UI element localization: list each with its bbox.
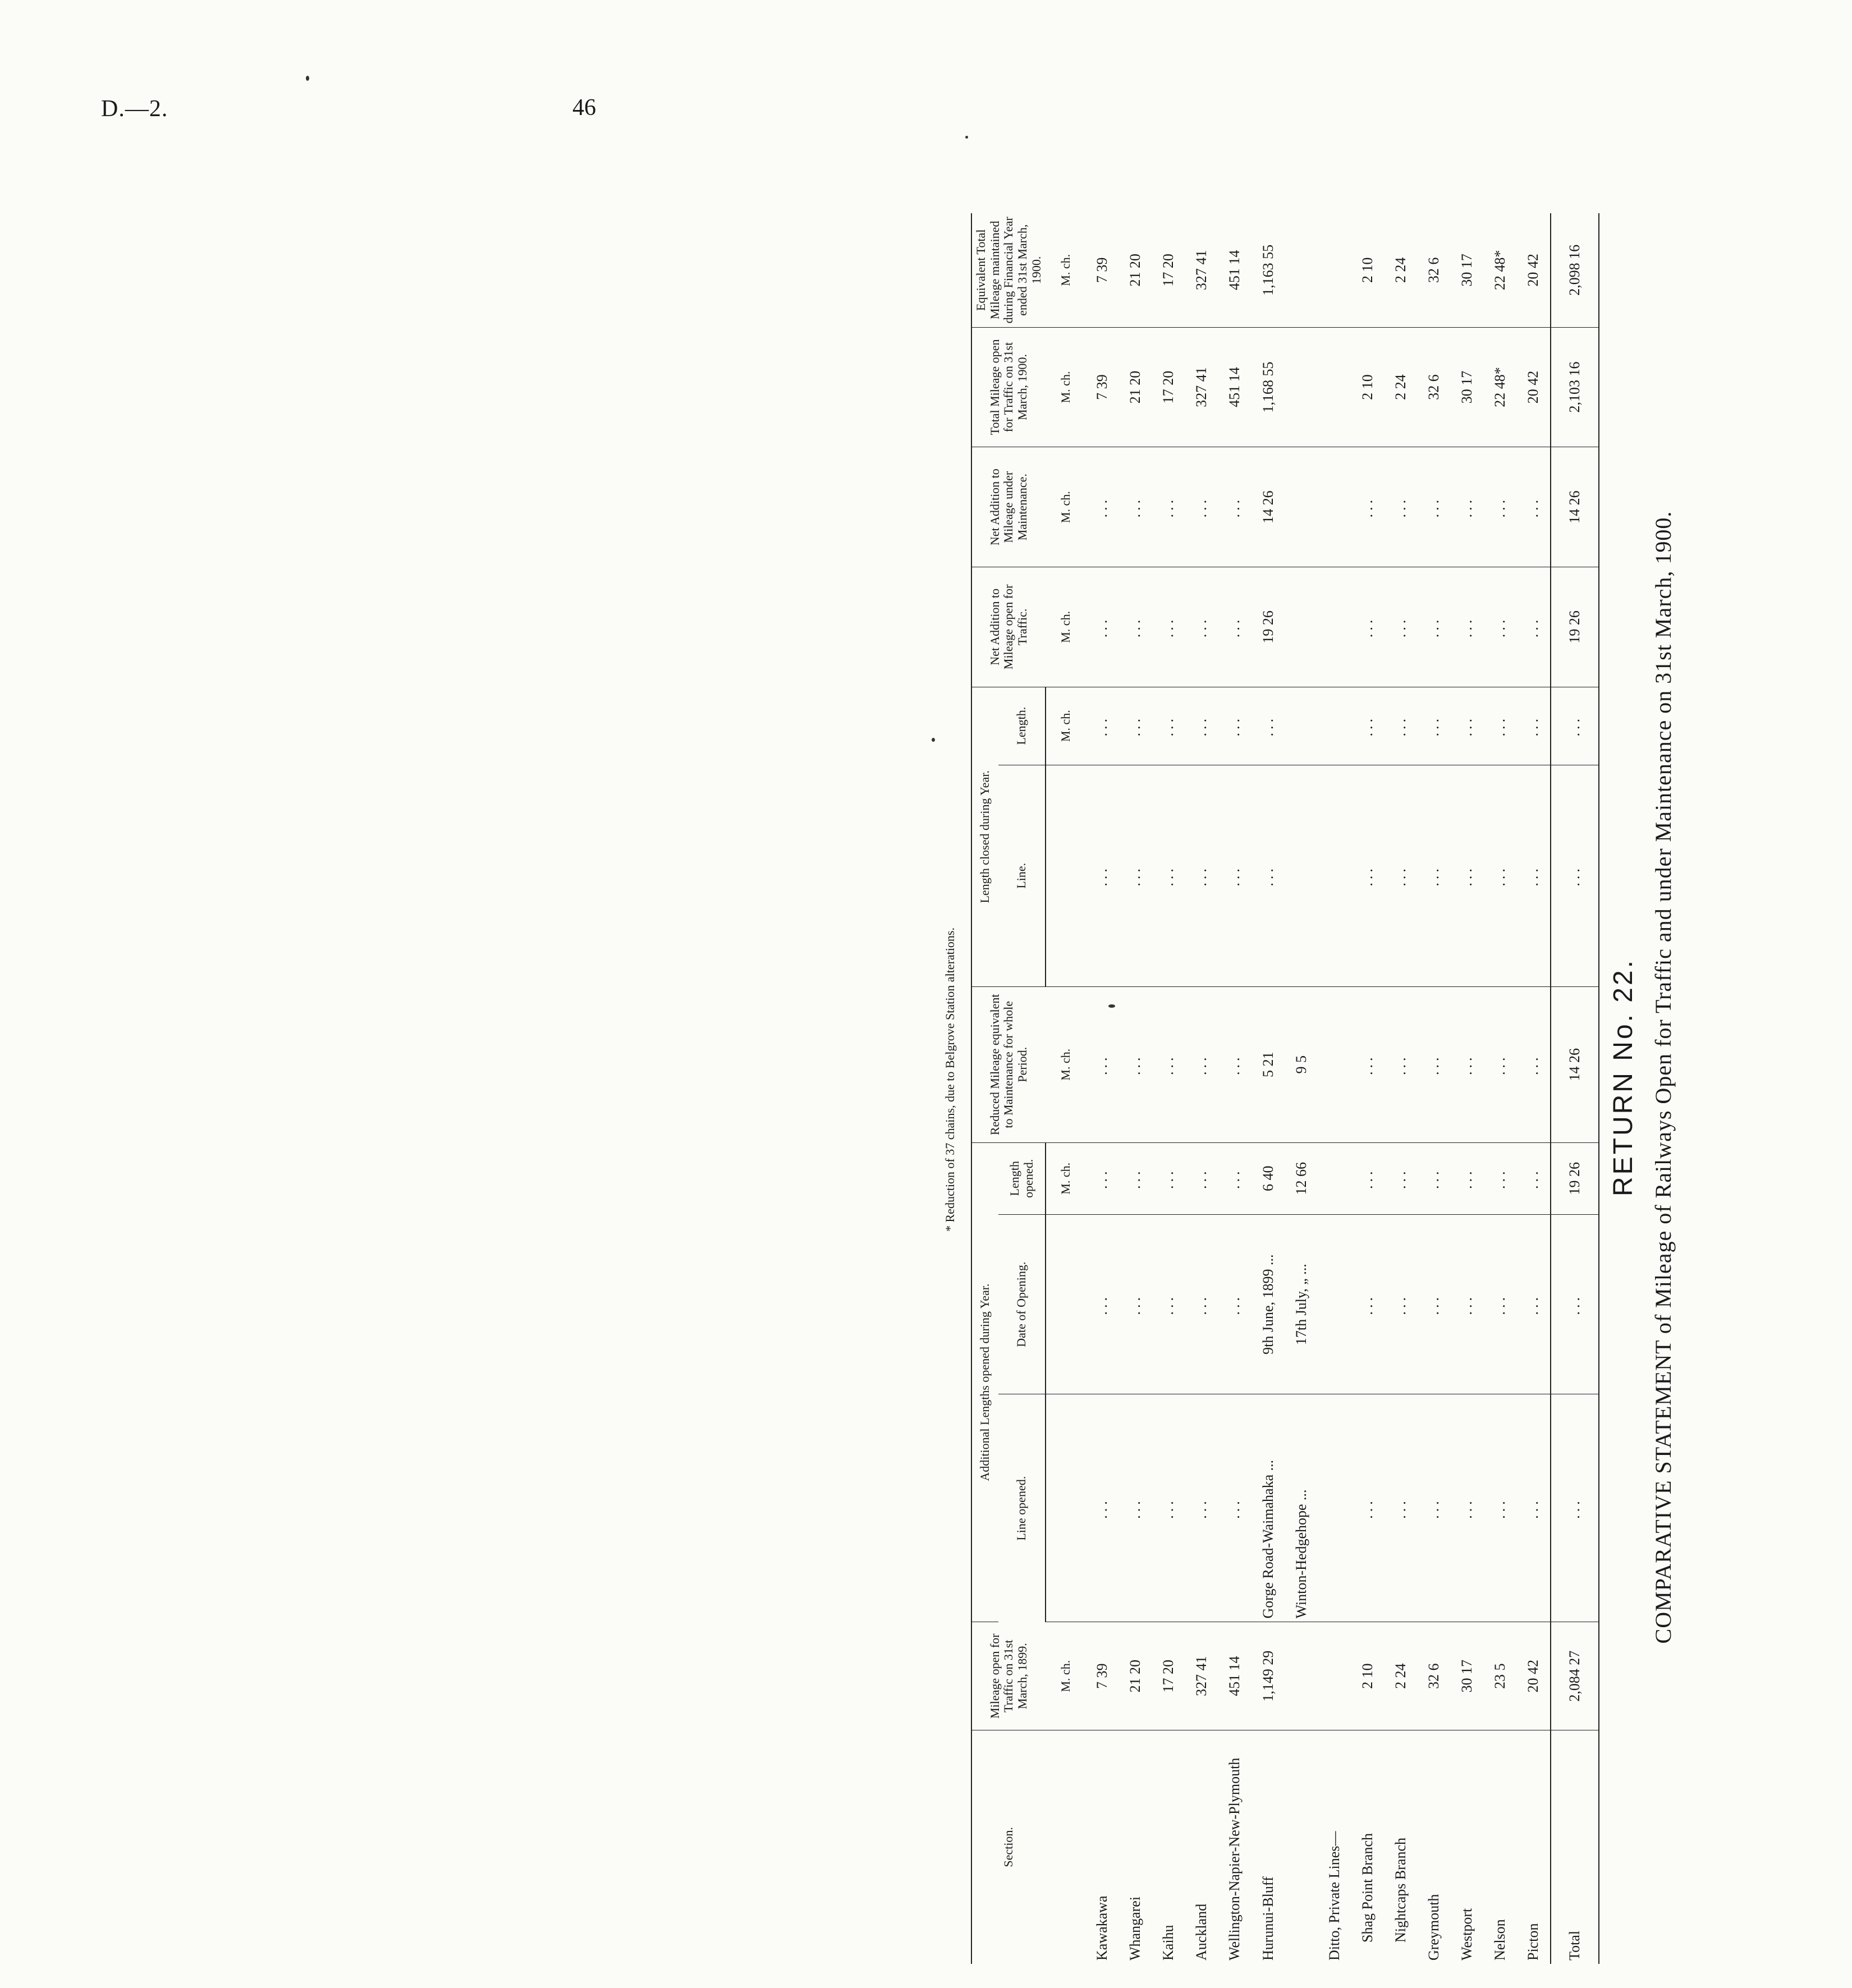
length-opened-cell [1318, 1142, 1351, 1214]
equivalent-total-cell: 2 10 [1351, 213, 1384, 327]
net-maintenance-cell: ... [1086, 447, 1119, 567]
mileage-1899-cell: 451 14 [1218, 1622, 1252, 1730]
length-opened-cell: ... [1351, 1142, 1384, 1214]
net-traffic-cell: ... [1218, 567, 1252, 687]
table-row [1285, 213, 1318, 1964]
net-traffic-cell: ... [1483, 567, 1516, 687]
net-maintenance-cell: ... [1517, 447, 1551, 567]
net-maintenance-cell: 14 26 [1252, 447, 1285, 567]
closed-line-cell: ... [1517, 765, 1551, 986]
total-1900-cell [1285, 327, 1318, 447]
length-opened-cell: ... [1119, 1142, 1152, 1214]
section-cell: Total [1551, 1730, 1599, 1964]
closed-length-cell: ... [1185, 687, 1218, 765]
closed-line-cell: ... [1450, 765, 1483, 986]
line-opened-cell: ... [1517, 1394, 1551, 1622]
date-of-opening-cell: ... [1185, 1214, 1218, 1394]
date-of-opening-cell: 17th July, „ ... [1285, 1214, 1318, 1394]
closed-length-cell: ... [1152, 687, 1185, 765]
mileage-1899-cell: 32 6 [1417, 1622, 1450, 1730]
page-number: 46 [572, 95, 596, 121]
net-traffic-cell [1285, 567, 1318, 687]
total-1900-cell: 17 20 [1152, 327, 1185, 447]
line-opened-cell: ... [1218, 1394, 1252, 1622]
reduced-mileage-cell: ... [1351, 986, 1384, 1142]
closed-length-cell: ... [1218, 687, 1252, 765]
footnote: * Reduction of 37 chains, due to Belgrove Station alterations. [943, 928, 957, 1232]
header-closed-line: Line. [998, 765, 1046, 986]
closed-line-cell: ... [1218, 765, 1252, 986]
mileage-1899-cell: 2 10 [1351, 1622, 1384, 1730]
header-line-opened: Line opened. [998, 1394, 1046, 1622]
reduced-mileage-cell [1318, 986, 1351, 1142]
units-row [1046, 213, 1086, 1964]
net-maintenance-cell: 14 26 [1551, 447, 1599, 567]
mileage-table [971, 213, 1599, 1964]
reduced-mileage-cell: ... [1384, 986, 1417, 1142]
length-opened-cell: ... [1185, 1142, 1218, 1214]
section-cell: Westport [1458, 1908, 1475, 1961]
equivalent-total-cell: 17 20 [1152, 213, 1185, 327]
mileage-1899-cell: 17 20 [1152, 1622, 1185, 1730]
unit-label: M. ch. [1046, 213, 1086, 327]
net-traffic-cell: ... [1119, 567, 1152, 687]
mileage-1899-cell: 7 39 [1086, 1622, 1119, 1730]
section-cell: Picton [1525, 1923, 1542, 1961]
section-cell: Nightcaps Branch [1392, 1837, 1409, 1943]
total-1900-cell: 327 41 [1185, 327, 1218, 447]
net-maintenance-cell: ... [1119, 447, 1152, 567]
ink-speck [306, 76, 309, 81]
reduced-mileage-cell: 14 26 [1551, 986, 1599, 1142]
equivalent-total-cell: 30 17 [1450, 213, 1483, 327]
reduced-mileage-cell: 9 5 [1285, 986, 1318, 1142]
line-opened-cell [1318, 1394, 1351, 1622]
header-closed-length: Length. [998, 687, 1046, 765]
date-of-opening-cell [1318, 1214, 1351, 1394]
net-traffic-cell: ... [1450, 567, 1483, 687]
header-length-closed: Length closed during Year. [971, 687, 998, 986]
mileage-1899-cell: 30 17 [1450, 1622, 1483, 1730]
reduced-mileage-cell: ... [1086, 986, 1119, 1142]
equivalent-total-cell: 20 42 [1517, 213, 1551, 327]
net-traffic-cell [1318, 567, 1351, 687]
header-length-opened: Length opened. [998, 1142, 1046, 1214]
unit-label: M. ch. [1046, 1622, 1086, 1730]
reduced-mileage-cell: ... [1450, 986, 1483, 1142]
net-maintenance-cell: ... [1417, 447, 1450, 567]
total-1900-cell: 2 10 [1351, 327, 1384, 447]
closed-line-cell: ... [1152, 765, 1185, 986]
table-row [1218, 213, 1252, 1964]
line-opened-cell: ... [1119, 1394, 1152, 1622]
closed-length-cell: ... [1517, 687, 1551, 765]
document-code: D.—2. [101, 96, 168, 122]
line-opened-cell: Winton-Hedgehope ... [1285, 1394, 1318, 1622]
total-1900-cell [1318, 327, 1351, 447]
table-row [1417, 213, 1450, 1964]
ink-speck [965, 136, 968, 139]
date-of-opening-cell: ... [1483, 1214, 1516, 1394]
closed-line-cell: ... [1351, 765, 1384, 986]
total-1900-cell: 20 42 [1517, 327, 1551, 447]
net-traffic-cell: ... [1152, 567, 1185, 687]
reduced-mileage-cell: ... [1152, 986, 1185, 1142]
return-subtitle: COMPARATIVE STATEMENT of Mileage of Railways Open for Traffic and under Maintenance on 31st March, 1900. [1651, 511, 1676, 1644]
length-opened-cell: ... [1086, 1142, 1119, 1214]
unit-label: M. ch. [1046, 327, 1086, 447]
equivalent-total-cell: 327 41 [1185, 213, 1218, 327]
line-opened-cell: ... [1551, 1394, 1599, 1622]
header-total-mileage-1900: Total Mileage open for Traffic on 31st March, 1900. [971, 327, 1046, 447]
length-opened-cell: ... [1384, 1142, 1417, 1214]
reduced-mileage-cell: ... [1417, 986, 1450, 1142]
header-additional-lengths: Additional Lengths opened during Year. [971, 1142, 998, 1622]
mileage-1899-cell: 21 20 [1119, 1622, 1152, 1730]
section-cell: Auckland [1193, 1903, 1210, 1961]
table-row [1152, 213, 1185, 1964]
line-opened-cell: ... [1417, 1394, 1450, 1622]
mileage-1899-cell: 2,084 27 [1551, 1622, 1599, 1730]
reduced-mileage-cell: ... [1517, 986, 1551, 1142]
closed-line-cell: ... [1086, 765, 1119, 986]
header-section: Section. [971, 1730, 1046, 1964]
header-net-addition-traffic: Net Addition to Mileage open for Traffic. [971, 567, 1046, 687]
table-row [1351, 213, 1384, 1964]
table-row [1450, 213, 1483, 1964]
reduced-mileage-cell: ... [1119, 986, 1152, 1142]
table-row [1384, 213, 1417, 1964]
closed-length-cell: ... [1483, 687, 1516, 765]
net-traffic-cell: ... [1086, 567, 1119, 687]
closed-line-cell: ... [1384, 765, 1417, 986]
section-cell: Ditto, Private Lines— [1326, 1831, 1342, 1961]
closed-line-cell: ... [1119, 765, 1152, 986]
unit-label: M. ch. [1046, 567, 1086, 687]
table-row [1318, 213, 1351, 1964]
net-maintenance-cell: ... [1483, 447, 1516, 567]
closed-length-cell: ... [1119, 687, 1152, 765]
equivalent-total-cell: 1,163 55 [1252, 213, 1285, 327]
closed-length-cell: ... [1351, 687, 1384, 765]
table-row [1185, 213, 1218, 1964]
net-traffic-cell: ... [1384, 567, 1417, 687]
header-reduced-mileage: Reduced Mileage equivalent to Maintenance for whole Period. [971, 986, 1046, 1142]
reduced-mileage-cell: 5 21 [1252, 986, 1285, 1142]
closed-line-cell: ... [1417, 765, 1450, 986]
date-of-opening-cell: ... [1551, 1214, 1599, 1394]
table-row [1517, 213, 1551, 1964]
length-opened-cell: 12 66 [1285, 1142, 1318, 1214]
date-of-opening-cell: ... [1086, 1214, 1119, 1394]
length-opened-cell: ... [1517, 1142, 1551, 1214]
net-traffic-cell: 19 26 [1551, 567, 1599, 687]
net-traffic-cell: ... [1517, 567, 1551, 687]
equivalent-total-cell: 32 6 [1417, 213, 1450, 327]
length-opened-cell: ... [1218, 1142, 1252, 1214]
total-1900-cell: 1,168 55 [1252, 327, 1285, 447]
closed-length-cell: ... [1252, 687, 1285, 765]
closed-line-cell: ... [1252, 765, 1285, 986]
mileage-1899-cell [1285, 1622, 1318, 1730]
total-1900-cell: 2,103 16 [1551, 327, 1599, 447]
header-date-of-opening: Date of Opening. [998, 1214, 1046, 1394]
line-opened-cell: ... [1384, 1394, 1417, 1622]
table-row [1086, 213, 1119, 1964]
net-maintenance-cell: ... [1384, 447, 1417, 567]
date-of-opening-cell: ... [1119, 1214, 1152, 1394]
section-cell: Hurunui-Bluff [1259, 1876, 1276, 1961]
net-traffic-cell: ... [1185, 567, 1218, 687]
table-row [1252, 213, 1285, 1964]
total-1900-cell: 451 14 [1218, 327, 1252, 447]
closed-length-cell: ... [1551, 687, 1599, 765]
total-1900-cell: 7 39 [1086, 327, 1119, 447]
equivalent-total-cell: 7 39 [1086, 213, 1119, 327]
equivalent-total-cell: 451 14 [1218, 213, 1252, 327]
total-row [1551, 213, 1599, 1964]
line-opened-cell: Gorge Road-Waimahaka ... [1252, 1394, 1285, 1622]
equivalent-total-cell: 21 20 [1119, 213, 1152, 327]
unit-label: M. ch. [1046, 986, 1086, 1142]
section-cell: Wellington-Napier-New-Plymouth [1226, 1757, 1243, 1961]
mileage-1899-cell [1318, 1622, 1351, 1730]
table-row [1483, 213, 1516, 1964]
section-cell: Shag Point Branch [1359, 1833, 1376, 1943]
equivalent-total-cell: 22 48* [1483, 213, 1516, 327]
line-opened-cell: ... [1483, 1394, 1516, 1622]
total-1900-cell: 32 6 [1417, 327, 1450, 447]
unit-label: M. ch. [1046, 1142, 1086, 1214]
date-of-opening-cell: ... [1351, 1214, 1384, 1394]
unit-label: M. ch. [1046, 687, 1086, 765]
net-maintenance-cell: ... [1450, 447, 1483, 567]
rotated-return-page [898, 168, 1852, 1986]
length-opened-cell: ... [1483, 1142, 1516, 1214]
date-of-opening-cell: ... [1384, 1214, 1417, 1394]
section-cell: Greymouth [1425, 1894, 1442, 1961]
reduced-mileage-cell: ... [1218, 986, 1252, 1142]
closed-line-cell: ... [1483, 765, 1516, 986]
section-cell: Kaihu [1160, 1925, 1177, 1961]
closed-line-cell [1285, 765, 1318, 986]
closed-length-cell [1285, 687, 1318, 765]
net-maintenance-cell: ... [1185, 447, 1218, 567]
line-opened-cell: ... [1450, 1394, 1483, 1622]
total-1900-cell: 30 17 [1450, 327, 1483, 447]
closed-length-cell: ... [1450, 687, 1483, 765]
closed-length-cell: ... [1086, 687, 1119, 765]
length-opened-cell: ... [1417, 1142, 1450, 1214]
total-1900-cell: 22 48* [1483, 327, 1516, 447]
section-cell: Whangarei [1127, 1896, 1144, 1961]
closed-length-cell: ... [1417, 687, 1450, 765]
net-traffic-cell: 19 26 [1252, 567, 1285, 687]
mileage-1899-cell: 1,149 29 [1252, 1622, 1285, 1730]
net-maintenance-cell: ... [1218, 447, 1252, 567]
reduced-mileage-cell: ... [1483, 986, 1516, 1142]
closed-line-cell: ... [1185, 765, 1218, 986]
closed-length-cell [1318, 687, 1351, 765]
date-of-opening-cell: ... [1517, 1214, 1551, 1394]
mileage-1899-cell: 23 5 [1483, 1622, 1516, 1730]
date-of-opening-cell: 9th June, 1899 ... [1252, 1214, 1285, 1394]
date-of-opening-cell: ... [1152, 1214, 1185, 1394]
header-net-addition-maintenance: Net Addition to Mileage under Maintenance. [971, 447, 1046, 567]
net-maintenance-cell [1285, 447, 1318, 567]
closed-line-cell: ... [1551, 765, 1599, 986]
section-cell: Kawakawa [1094, 1895, 1111, 1961]
unit-label: M. ch. [1046, 447, 1086, 567]
mileage-1899-cell: 2 24 [1384, 1622, 1417, 1730]
header-mileage-open-1899: Mileage open for Traffic on 31st March, 1899. [971, 1622, 1046, 1730]
mileage-1899-cell: 327 41 [1185, 1622, 1218, 1730]
net-maintenance-cell: ... [1351, 447, 1384, 567]
table-row [1119, 213, 1152, 1964]
total-1900-cell: 2 24 [1384, 327, 1417, 447]
length-opened-cell: ... [1450, 1142, 1483, 1214]
net-maintenance-cell: ... [1152, 447, 1185, 567]
equivalent-total-cell: 2 24 [1384, 213, 1417, 327]
total-1900-cell: 21 20 [1119, 327, 1152, 447]
header-equivalent-total: Equivalent Total Mileage maintained during Financial Year ended 31st March, 1900. [971, 213, 1046, 327]
equivalent-total-cell [1285, 213, 1318, 327]
section-cell: Nelson [1491, 1919, 1508, 1961]
mileage-1899-cell: 20 42 [1517, 1622, 1551, 1730]
line-opened-cell: ... [1152, 1394, 1185, 1622]
return-title: RETURN No. 22. [1608, 958, 1638, 1197]
closed-length-cell: ... [1384, 687, 1417, 765]
equivalent-total-cell: 2,098 16 [1551, 213, 1599, 327]
closed-line-cell [1318, 765, 1351, 986]
net-traffic-cell: ... [1351, 567, 1384, 687]
date-of-opening-cell: ... [1218, 1214, 1252, 1394]
section-cell [1285, 1730, 1318, 1964]
reduced-mileage-cell: ... [1185, 986, 1218, 1142]
length-opened-cell: ... [1152, 1142, 1185, 1214]
date-of-opening-cell: ... [1450, 1214, 1483, 1394]
date-of-opening-cell: ... [1417, 1214, 1450, 1394]
length-opened-cell: 19 26 [1551, 1142, 1599, 1214]
line-opened-cell: ... [1185, 1394, 1218, 1622]
net-maintenance-cell [1318, 447, 1351, 567]
line-opened-cell: ... [1086, 1394, 1119, 1622]
length-opened-cell: 6 40 [1252, 1142, 1285, 1214]
line-opened-cell: ... [1351, 1394, 1384, 1622]
equivalent-total-cell [1318, 213, 1351, 327]
net-traffic-cell: ... [1417, 567, 1450, 687]
